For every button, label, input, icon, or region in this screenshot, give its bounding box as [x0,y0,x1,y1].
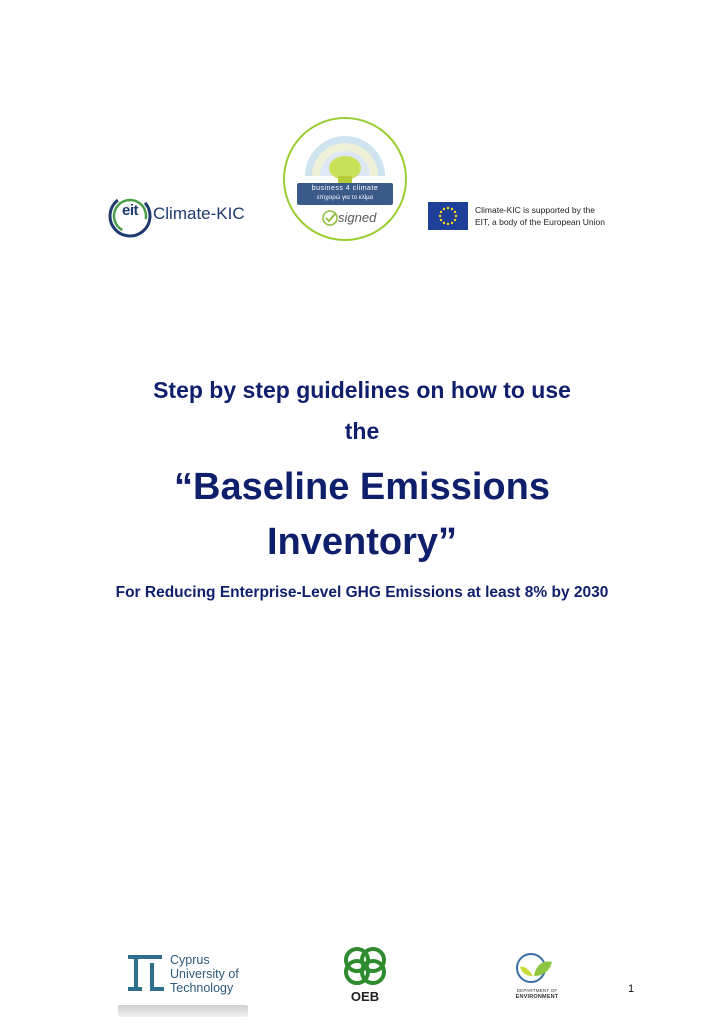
eit-climate-kic-logo [106,192,256,240]
business-climate-line2: επιχειρώ για το κλίμα [316,195,374,201]
eu-text-line2: EIT, a body of the European Union [475,217,605,227]
eit-abbr: eit [121,202,138,219]
business-climate-line1: business 4 climate [311,185,379,192]
oeb-emblem-icon [337,944,393,988]
cut-shadow-bar [118,1005,248,1017]
doe-line1: DEPARTMENT OF [516,988,558,993]
eu-support-logo [428,202,605,232]
cut-line1: Cyprus [170,953,210,967]
business-4-climate-logo [280,116,410,242]
doe-name [506,988,568,1000]
climate-kic-name: Climate-KIC [153,204,245,223]
eu-flag-icon [428,202,468,230]
oeb-name: OEB [350,989,380,1004]
page-number: 1 [628,983,635,995]
department-of-environment-logo [506,950,568,1000]
title-line-1: Step by step guidelines on how to use [153,377,571,403]
subtitle: For Reducing Enterprise-Level GHG Emissions at least 8% by 2030 [115,584,609,601]
cut-line2: University of [170,967,239,981]
title-line-2: the [344,418,380,444]
doe-line2: ENVIRONMENT [515,994,559,1000]
signed-label: signed [338,210,377,225]
main-title-line-2: Inventory” [266,521,458,563]
eu-text-line1: Climate-KIC is supported by the [475,205,595,215]
cut-name [170,953,239,995]
cut-line3: Technology [170,981,234,995]
main-title-line-1: “Baseline Emissions [174,466,550,508]
cyprus-university-of-technology-logo [118,951,250,1021]
doe-emblem-icon [506,950,568,988]
cut-emblem-icon [124,951,168,997]
eu-support-text [475,204,605,228]
business-climate-band [297,183,393,205]
oeb-logo [337,944,393,1008]
